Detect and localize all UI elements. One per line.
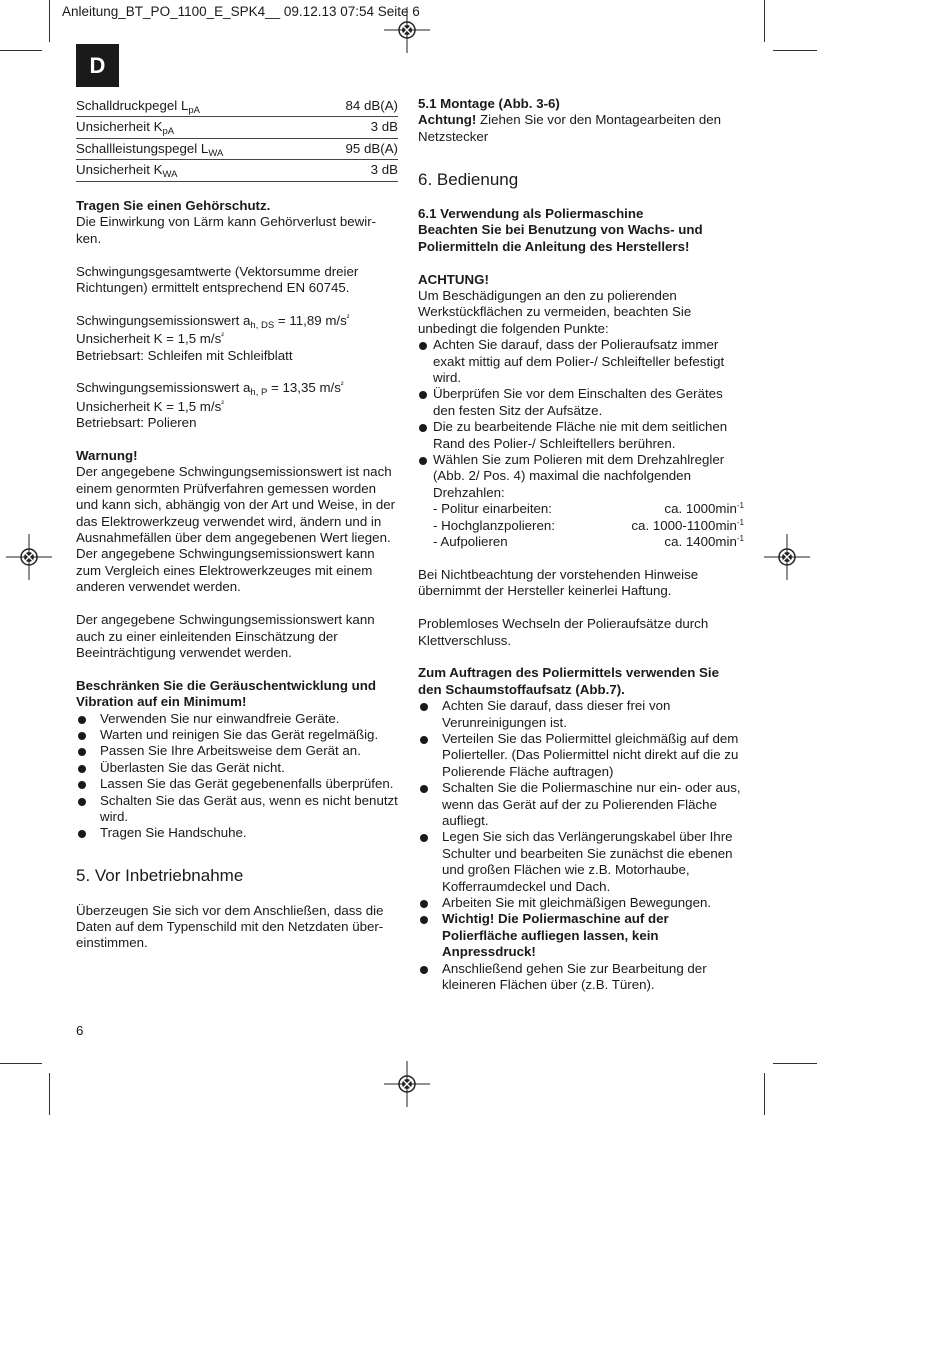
speed-row: - Hochglanzpolieren: ca. $1000-1100\min^{-1}$ (433, 517, 744, 533)
hearing-protection-heading: Tragen Sie einen Gehörschutz. (76, 198, 271, 214)
crop-mark (49, 0, 50, 42)
list-item: Verteilen Sie das Poliermittel gleichmäßig auf dem Polierteller. (Das Poliermittel nicht direkt auf die zu Polierende Fläche auftragen) (418, 731, 744, 780)
vibration-uncertainty-polishing: Unsicherheit K = 1,5 $m/s^{^2}$ (76, 398, 224, 414)
table-row (76, 138, 398, 159)
print-header: Anleitung_BT_PO_1100_E_SPK4__ 09.12.13 07:54 Seite 6 (62, 4, 420, 19)
spec-label: Schallleistungspegel L (76, 140, 209, 156)
list-item: Wählen Sie zum Polieren mit dem Drehzahlregler (Abb. 2/ Pos. 4) maximal die nachfolgenden Drehzahlen: - Politur einarbeiten: ca. $1000\min^{-1}$ - Hochglanzpolieren: ca. $1000-1100\min^{-1}$ - Aufpolieren ca. $1400\min^{-1}$ (418, 452, 744, 550)
bullet-icon (420, 703, 428, 711)
limit-noise-list (76, 711, 398, 842)
table-row (76, 117, 398, 138)
warning-text: Der angegebene Schwingungsemissionswert ist nach einem genormten Prüfverfahren gemessen worden und kann sich, abhängig von der Art und Weise, in der das Elektrowerkzeug verwendet wird, ändern und in Ausnahmefällen über dem angegebenen Wert liegen. (76, 464, 396, 546)
list-item: Legen Sie sich das Verlängerungskabel über Ihre Schulter und bearbeiten Sie zunächst die ebenen und großen Flächen wie z.B. Motorhaube, Kofferraumdeckel und Dach. (418, 829, 744, 895)
list-item: Die zu bearbeitende Fläche nie mit dem seitlichen Rand des Polier-/ Schleiftellers berühren. (418, 419, 744, 452)
attention-heading: ACHTUNG! (418, 271, 489, 287)
registration-mark-icon (384, 7, 430, 53)
bullet-icon (420, 785, 428, 793)
foam-pad-heading: Zum Auftragen des Poliermittels verwenden Sie den Schaumstoffaufsatz (Abb.7). (418, 665, 719, 697)
speed-row: - Politur einarbeiten: ca. $1000\min^{-1}$ (433, 501, 744, 517)
left-column (76, 96, 398, 952)
language-badge: D (76, 44, 119, 87)
page-number: 6 (76, 1023, 84, 1038)
spec-label: Unsicherheit K (76, 119, 163, 135)
vibration-value-sanding: Schwingungsemissionswert $a_{h, DS} = 11,89$ $m/s^{^2}$ (76, 312, 350, 331)
polisher-use-heading: 6.1 Verwendung als Poliermaschine (418, 206, 644, 221)
registration-mark-icon (384, 1061, 430, 1107)
crop-mark (773, 1063, 817, 1064)
registration-mark-icon (764, 534, 810, 580)
spec-label: Schalldruckpegel L (76, 98, 189, 113)
list-item: Überprüfen Sie vor dem Einschalten des Gerätes den festen Sitz der Aufsätze. (418, 386, 744, 419)
registration-mark-icon (6, 534, 52, 580)
list-item: Lassen Sie das Gerät gegebenenfalls überprüfen. (76, 776, 398, 792)
section-5-text: Überzeugen Sie sich vor dem Anschließen, dass die Daten auf dem Typenschild mit den Netzdaten über- einstimmen. (76, 902, 384, 951)
warning-heading: Warnung! (76, 448, 138, 464)
bullet-icon (78, 765, 86, 773)
bullet-icon (419, 391, 427, 399)
bullet-icon (78, 732, 86, 740)
bullet-icon (420, 916, 428, 924)
crop-mark (764, 0, 765, 42)
bullet-icon (420, 900, 428, 908)
bullet-icon (419, 342, 427, 350)
list-item: Überlasten Sie das Gerät nicht. (76, 760, 398, 776)
bullet-icon (419, 457, 427, 465)
bullet-icon (78, 798, 86, 806)
bullet-icon (420, 736, 428, 744)
bullet-icon (78, 748, 86, 756)
bullet-icon (78, 830, 86, 838)
list-item: Schalten Sie die Poliermaschine nur ein- oder aus, wenn das Gerät auf der zu Polierenden Fläche aufliegt. (418, 780, 744, 829)
spec-value: 3 dB (313, 160, 398, 181)
list-item: Achten Sie darauf, dass dieser frei von Verunreinigungen ist. (418, 698, 744, 731)
spec-value: 95 dB(A) (313, 138, 398, 159)
crop-mark (773, 50, 817, 51)
attention-list (418, 337, 744, 550)
list-item: Achten Sie darauf, dass der Polieraufsatz immer exakt mittig auf dem Polier-/ Schleifteller befestigt wird. (418, 337, 744, 386)
vibration-total-text: Schwingungsgesamtwerte (Vektorsumme dreier Richtungen) ermittelt entsprechend EN 60745. (76, 263, 359, 296)
spec-label: Unsicherheit K (76, 162, 163, 178)
crop-mark (0, 1063, 42, 1064)
liability-text: Bei Nichtbeachtung der vorstehenden Hinweise übernimmt der Hersteller keinerlei Haftung. (418, 566, 699, 599)
bullet-icon (420, 966, 428, 974)
list-item: Tragen Sie Handschuhe. (76, 825, 398, 841)
warning-text-assessment: Der angegebene Schwingungsemissionswert kann auch zu einer einleitenden Einschätzung der Beeinträchtigung verwendet werden. (76, 612, 375, 660)
speed-row: - Aufpolieren ca. $1400\min^{-1}$ (433, 534, 744, 550)
vibration-uncertainty-sanding: Unsicherheit K = 1,5 $m/s^{^2}$ (76, 331, 224, 347)
noise-spec-table (76, 96, 398, 182)
spec-label-sub: pA (188, 105, 200, 116)
bullet-icon (78, 716, 86, 724)
list-item: Warten und reinigen Sie das Gerät regelmäßig. (76, 727, 398, 743)
vibration-value-polishing: Schwingungsemissionswert $a_{h, P} = 13,35$ $m/s^{^2}$ (76, 380, 344, 399)
bullet-icon (420, 834, 428, 842)
spec-label-sub: pA (162, 126, 175, 138)
warning-text-comparison: Der angegebene Schwingungsemissionswert kann zum Vergleich eines Elektrowerkzeuges mit einem anderen verwendet werden. (76, 546, 375, 595)
list-item: Verwenden Sie nur einwandfreie Geräte. (76, 711, 398, 727)
right-column (418, 96, 744, 993)
list-item: Schalten Sie das Gerät aus, wenn es nicht benutzt wird. (76, 793, 398, 826)
spec-label-sub: WA (162, 169, 178, 181)
section-6-heading: 6. Bedienung (418, 169, 519, 189)
crop-mark (0, 50, 42, 51)
list-item: Wichtig! Die Poliermaschine auf der Polierfläche aufliegen lassen, kein Anpressdruck! (418, 911, 744, 960)
velcro-text: Problemloses Wechseln der Polieraufsätze durch Klettverschluss. (418, 616, 709, 648)
operating-mode-polishing: Betriebsart: Polieren (76, 415, 197, 431)
list-item: Anschließend gehen Sie zur Bearbeitung der kleineren Flächen über (z.B. Türen). (418, 961, 744, 994)
bullet-icon (419, 424, 427, 432)
crop-mark (49, 1073, 50, 1115)
bullet-icon (78, 781, 86, 789)
operating-mode-sanding: Betriebsart: Schleifen mit Schleifblatt (76, 347, 293, 363)
speed-table (433, 501, 744, 550)
list-item: Passen Sie Ihre Arbeitsweise dem Gerät an. (76, 743, 398, 759)
hearing-protection-text: Die Einwirkung von Lärm kann Gehörverlust bewir- ken. (76, 214, 377, 246)
table-row (76, 96, 398, 117)
table-row (76, 160, 398, 181)
mounting-text: Achtung! Ziehen Sie vor den Montagearbeiten den Netzstecker (418, 112, 722, 144)
foam-pad-list (418, 698, 744, 993)
spec-value: 84 dB(A) (313, 96, 398, 117)
mounting-heading: 5.1 Montage (Abb. 3-6) (418, 96, 560, 111)
crop-mark (764, 1073, 765, 1115)
section-5-heading: 5. Vor Inbetriebnahme (76, 866, 244, 886)
limit-noise-heading: Beschränken Sie die Geräuschentwicklung und Vibration auf ein Minimum! (76, 677, 377, 710)
spec-value: 3 dB (313, 117, 398, 138)
polisher-use-subheading: Beachten Sie bei Benutzung von Wachs- und Poliermitteln die Anleitung des Herstellers! (418, 222, 703, 254)
spec-label-sub: WA (208, 147, 224, 159)
list-item: Arbeiten Sie mit gleichmäßigen Bewegungen. (418, 895, 744, 911)
attention-text: Um Beschädigungen an den zu polierenden Werkstückflächen zu vermeiden, beachten Sie unbedingt die folgenden Punkte: (418, 288, 692, 336)
